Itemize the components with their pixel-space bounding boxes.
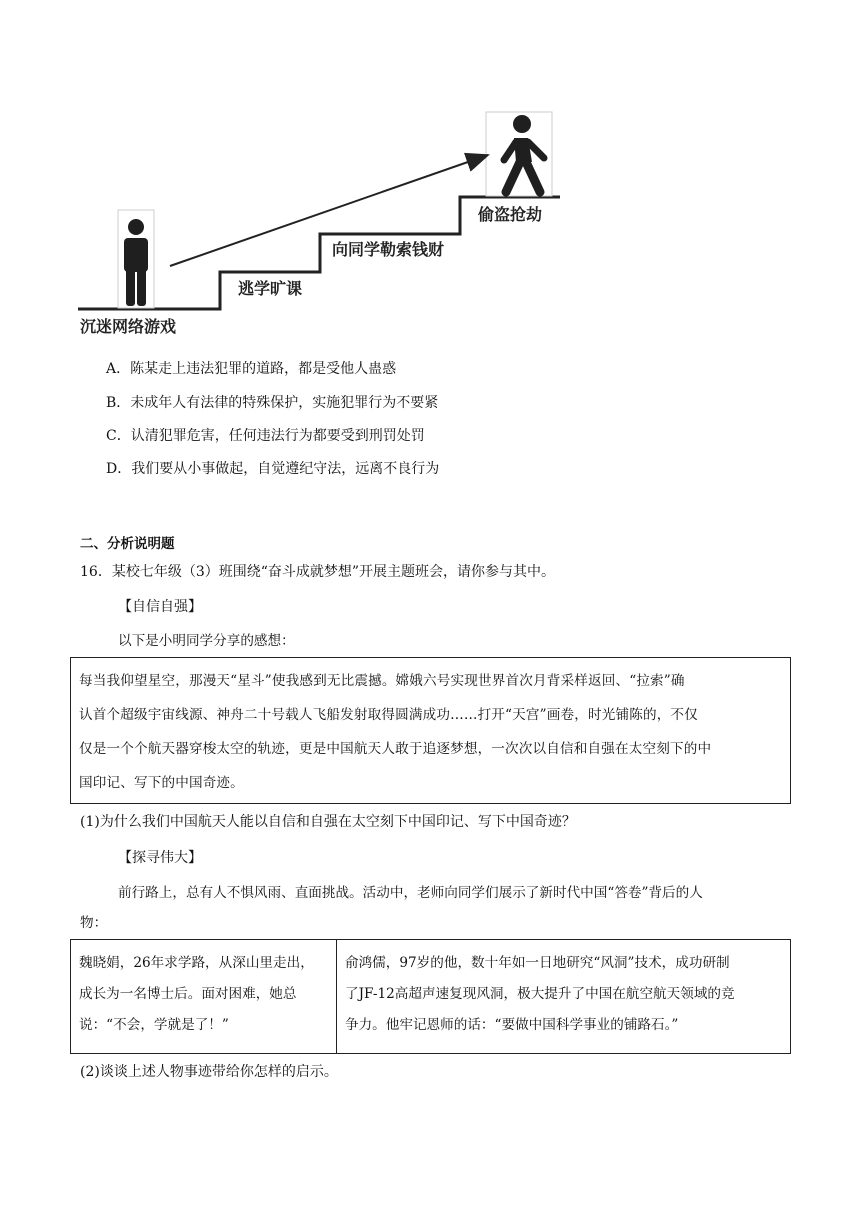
table-line: 魏晓娟，26年求学路，从深山里走出， [79,955,314,971]
option-a: A．陈某走上违法犯罪的道路，都是受他人蛊惑 [106,361,397,377]
part2-heading: 【探寻伟大】 [118,850,202,866]
option-c: C．认清犯罪危害，任何违法行为都要受到刑罚处罚 [106,428,425,444]
reflection-line: 国印记、写下的中国奇迹。 [79,775,244,791]
question-16: 16．某校七年级（3）班围绕“奋斗成就梦想”开展主题班会，请你参与其中。 [80,564,556,580]
step-label-4: 偷盗抢劫 [478,205,543,224]
section-title: 二、分析说明题 [80,536,175,552]
question-1: (1)为什么我们中国航天人能以自信和自强在太空刻下中国印记、写下中国奇迹？ [80,814,576,830]
table-cell-right [337,940,790,1053]
table-line: 说：“不会，学就是了！” [79,1017,229,1033]
part2-intro-2: 物： [80,915,108,931]
question-2: (2)谈谈上述人物事迹带给你怎样的启示。 [80,1064,338,1080]
step-label-2: 逃学旷课 [238,279,303,298]
reflection-line: 每当我仰望星空，那漫天“星斗”使我感到无比震撼。嫦娥六号实现世界首次月背采样返回、“拉索”确 [79,673,685,689]
walking-person-icon [504,115,544,192]
standing-person-icon [124,219,148,306]
part1-heading: 【自信自强】 [118,599,202,615]
option-d: D．我们要从小事做起，自觉遵纪守法，远离不良行为 [106,461,440,477]
people-table [70,939,791,1054]
reflection-box [70,657,791,804]
option-b: B．未成年人有法律的特殊保护，实施犯罪行为不要紧 [106,395,439,411]
staircase-diagram [70,100,590,350]
table-line: 了JF-12高超声速复现风洞，极大提升了中国在航空航天领域的竞 [345,986,735,1002]
table-line: 成长为一名博士后。面对困难，她总 [79,986,297,1002]
table-line: 俞鸿儒，97岁的他，数十年如一日地研究“风洞”技术，成功研制 [345,955,730,971]
table-line: 争力。他牢记恩师的话：“要做中国科学事业的铺路石。” [345,1017,679,1033]
reflection-line: 仅是一个个航天器穿梭太空的轨迹，更是中国航天人敢于追逐梦想，一次次以自信和自强在太空刻下的中 [79,741,712,757]
step-label-1: 沉迷网络游戏 [80,317,177,336]
table-cell-left [71,940,337,1053]
part2-intro-1: 前行路上，总有人不惧风雨、直面挑战。活动中，老师向同学们展示了新时代中国“答卷”背后的人 [118,885,703,901]
reflection-line: 认首个超级宇宙线源、神舟二十号载人飞船发射取得圆满成功……打开“天宫”画卷，时光铺陈的，不仅 [79,707,698,723]
step-label-3: 向同学勒索钱财 [332,240,445,259]
part1-intro: 以下是小明同学分享的感想： [118,633,295,649]
